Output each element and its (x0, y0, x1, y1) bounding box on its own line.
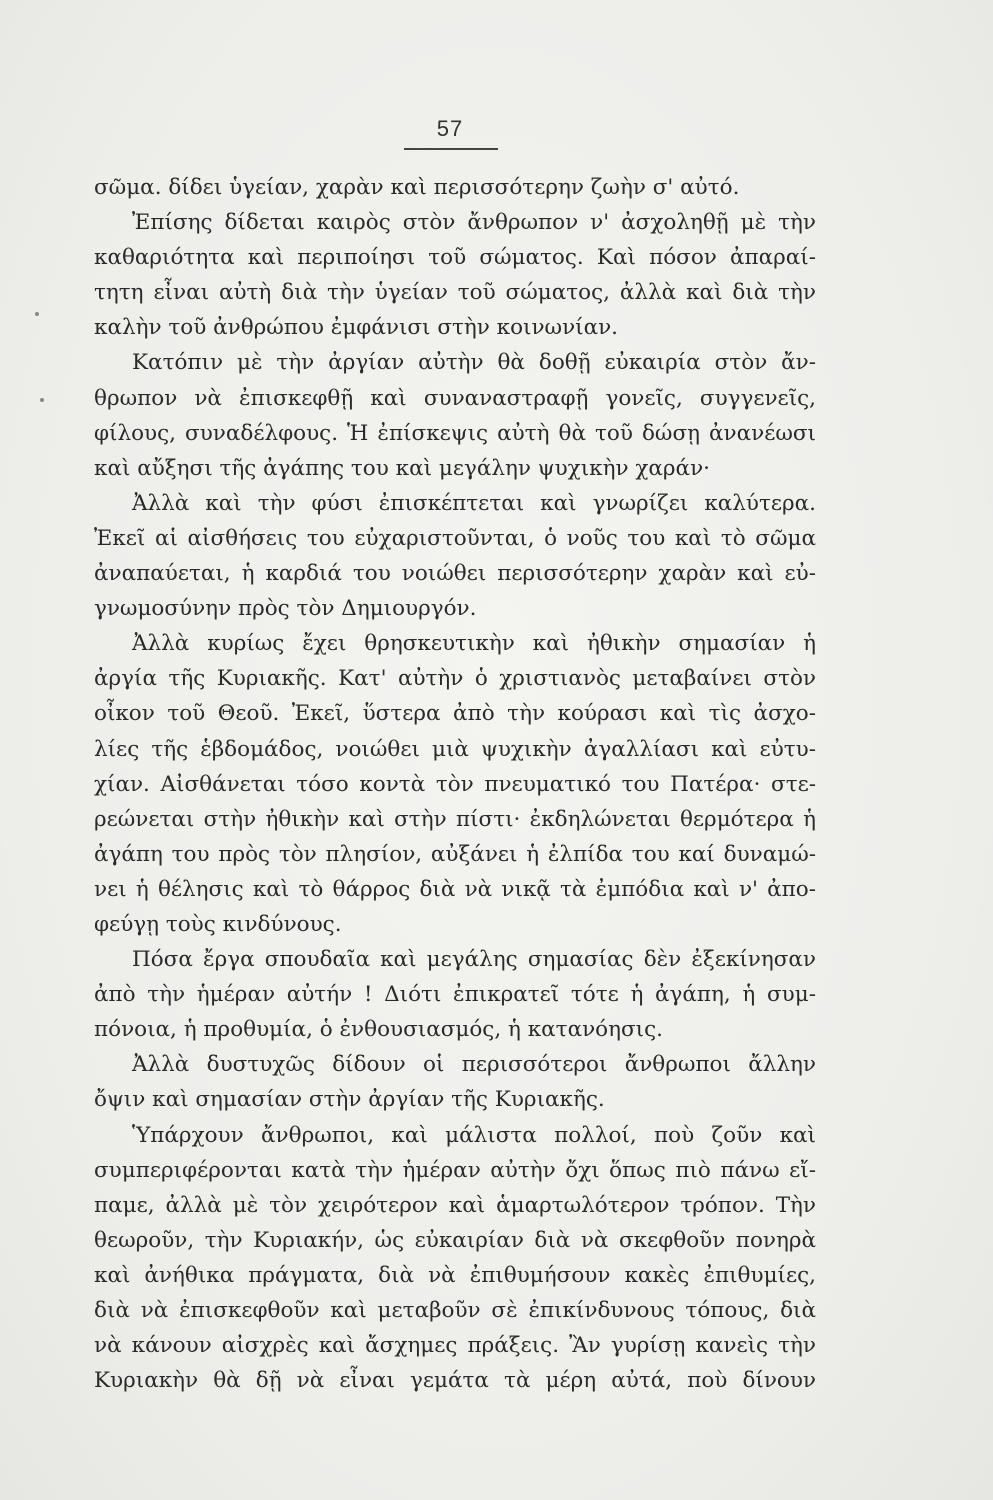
text-line: Ἐπίσης δίδεται καιρὸς στὸν ἄνθρωπον ν' ἀσχοληθῇ μὲ τὴν (132, 210, 816, 236)
text-line: καλὴν τοῦ ἀνθρώπου ἐμφάνισι στὴν κοινωνίαν. (94, 315, 619, 341)
text-line: φίλους, συναδέλφους. Ἡ ἐπίσκεψις αὐτὴ θὰ τοῦ δώσῃ ἀνανέωσι (94, 420, 816, 446)
text-line: καθαριότητα καὶ περιποίησι τοῦ σώματος. Καὶ πόσον ἀπαραί- (94, 245, 816, 271)
text-line: τητη εἶναι αὐτὴ διὰ τὴν ὑγείαν τοῦ σώματος, ἀλλὰ καὶ διὰ τὴν (94, 280, 816, 306)
margin-speck (40, 398, 44, 402)
text-line: Κατόπιν μὲ τὴν ἀργίαν αὐτὴν θὰ δοθῇ εὐκαιρία στὸν ἄν- (132, 350, 816, 376)
text-line: ἀργία τῆς Κυριακῆς. Κατ' αὐτὴν ὁ χριστιανὸς μεταβαίνει στὸν (94, 666, 816, 692)
text-line: φεύγῃ τοὺς κινδύνους. (94, 911, 342, 937)
page-number-block (400, 116, 500, 142)
text-line: συμπεριφέρονται κατὰ τὴν ἡμέραν αὐτὴν ὄχι ὅπως πιὸ πάνω εἴ- (94, 1157, 816, 1183)
text-line: χίαν. Αἰσθάνεται τόσο κοντὰ τὸν πνευματικό του Πατέρα· στε- (94, 771, 816, 797)
text-line: λίες τῆς ἑβδομάδος, νοιώθει μιὰ ψυχικὴν ἀγαλλίασι καὶ εὐτυ- (94, 736, 816, 762)
text-line: γνωμοσύνην πρὸς τὸν Δημιουργόν. (94, 596, 477, 622)
text-line: ρεώνεται στὴν ἠθικὴν καὶ στὴν πίστι· ἐκδηλώνεται θερμότερα ἡ (94, 806, 816, 832)
page-number: 57 (436, 116, 464, 141)
text-line: Ἀλλὰ κυρίως ἔχει θρησκευτικὴν καὶ ἠθικὴν σημασίαν ἡ (132, 631, 816, 657)
text-line: Ἀλλὰ δυστυχῶς δίδουν οἱ περισσότεροι ἄνθρωποι ἄλλην (132, 1052, 816, 1078)
text-line: νὰ κάνουν αἰσχρὲς καὶ ἄσχημες πράξεις. Ἂν γυρίσῃ κανεὶς τὴν (94, 1333, 816, 1359)
text-line: ἀπὸ τὴν ἡμέραν αὐτήν ! Διότι ἐπικρατεῖ τότε ἡ ἀγάπη, ἡ συμ- (94, 982, 816, 1008)
text-line: Ὑπάρχουν ἄνθρωποι, καὶ μάλιστα πολλοί, ποὺ ζοῦν καὶ (132, 1122, 816, 1148)
text-line: ὄψιν καὶ σημασίαν στὴν ἀργίαν τῆς Κυριακῆς. (94, 1087, 605, 1113)
text-line: παμε, ἀλλὰ μὲ τὸν χειρότερον καὶ ἁμαρτωλότερον τρόπον. Τὴν (94, 1192, 816, 1218)
text-line: Πόσα ἔργα σπουδαῖα καὶ μεγάλης σημασίας δὲν ἐξεκίνησαν (132, 947, 816, 973)
page-number-underline (404, 148, 498, 150)
text-line: καὶ αὔξησι τῆς ἀγάπης του καὶ μεγάλην ψυχικὴν χαράν· (94, 455, 710, 481)
text-line: οἶκον τοῦ Θεοῦ. Ἐκεῖ, ὕστερα ἀπὸ τὴν κούρασι καὶ τὶς ἀσχο- (94, 701, 816, 727)
text-line: σῶμα. δίδει ὑγείαν, χαρὰν καὶ περισσότερην ζωὴν σ' αὐτό. (94, 175, 740, 200)
text-line: θεωροῦν, τὴν Κυριακήν, ὡς εὐκαιρίαν διὰ νὰ σκεφθοῦν πονηρὰ (94, 1227, 816, 1253)
text-line: ἀναπαύεται, ἡ καρδιά του νοιώθει περισσότερην χαρὰν καὶ εὐ- (94, 561, 816, 587)
margin-speck (35, 312, 39, 316)
text-line: θρωπον νὰ ἐπισκεφθῇ καὶ συναναστραφῇ γονεῖς, συγγενεῖς, (94, 385, 816, 411)
text-line: Ἀλλὰ καὶ τὴν φύσι ἐπισκέπτεται καὶ γνωρίζει καλύτερα. (132, 490, 816, 516)
text-line: διὰ νὰ ἐπισκεφθοῦν καὶ μεταβοῦν σὲ ἐπικίνδυνους τόπους, διὰ (94, 1298, 816, 1323)
text-line: Κυριακὴν θὰ δῇ νὰ εἶναι γεμάτα τὰ μέρη αὐτά, ποὺ δίνουν (94, 1368, 816, 1394)
text-line: καὶ ἀνήθικα πράγματα, διὰ νὰ ἐπιθυμήσουν κακὲς ἐπιθυμίες, (94, 1262, 816, 1288)
text-line: πόνοια, ἡ προθυμία, ὁ ἐνθουσιασμός, ἡ κατανόησις. (94, 1017, 663, 1043)
text-line: ἀγάπη του πρὸς τὸν πλησίον, αὐξάνει ἡ ἐλπίδα του καί δυναμώ- (94, 841, 816, 867)
text-line: Ἐκεῖ αἱ αἰσθήσεις του εὐχαριστοῦνται, ὁ νοῦς του καὶ τὸ σῶμα (94, 525, 816, 551)
body-text (94, 170, 816, 1398)
text-line: νει ἡ θέλησις καὶ τὸ θάρρος διὰ νὰ νικᾷ τὰ ἐμπόδια καὶ ν' ἀπο- (94, 876, 816, 902)
